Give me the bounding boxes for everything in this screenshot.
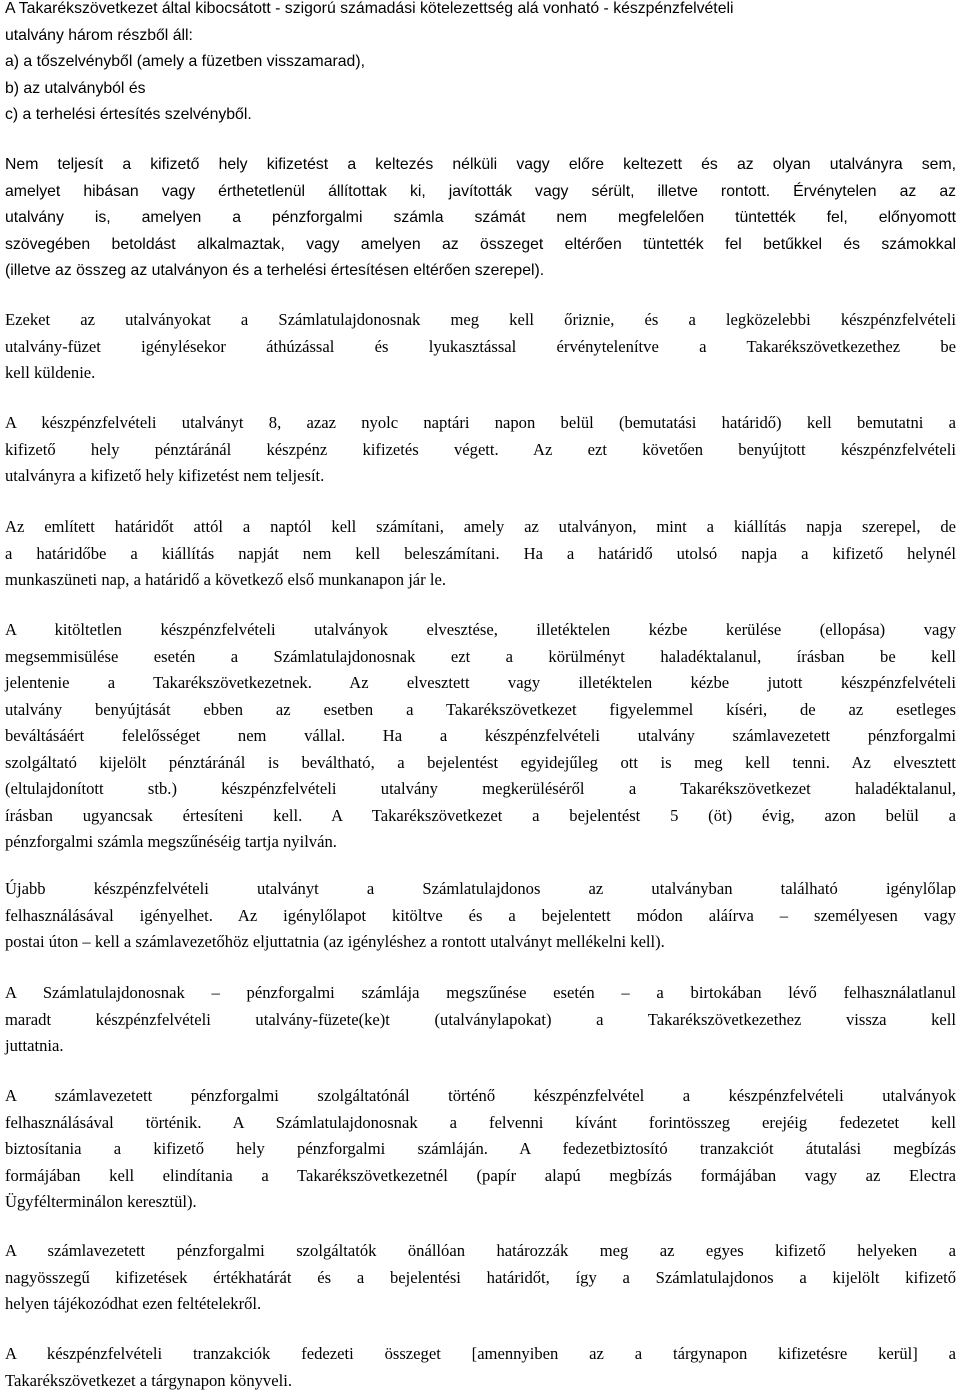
paragraph-large-withdrawal-limits <box>5 1238 956 1318</box>
intro-line: c) a terhelési értesítés szelvényből. <box>5 106 252 123</box>
paragraph-line: jelentenie a Takarékszövetkezetnek. Az elvesztett vagy illetéktelen kézbe jutott készpénzfelvételi <box>5 673 956 692</box>
paragraph-line: Ezeket az utalványokat a Számlatulajdonosnak meg kell őriznie, és a legközelebbi készpénzfelvételi <box>5 310 956 329</box>
paragraph-line: biztosítania a kifizető hely pénzforgalmi számláján. A fedezetbiztosító tranzakciót átutalási megbízás <box>5 1139 956 1158</box>
paragraph-line: kell küldenie. <box>5 363 96 382</box>
paragraph-line: Az említett határidőt attól a naptól kell számítani, amely az utalványon, mint a kiállítás napja szerepel, de <box>5 517 956 536</box>
paragraph-line: utalvány is, amelyen a pénzforgalmi számla számát nem megfelelően tüntették fel, előnyomott <box>5 209 956 226</box>
paragraph-line: juttatnia. <box>5 1036 64 1055</box>
paragraph-line: munkaszüneti nap, a határidő a következő első munkanapon jár le. <box>5 570 446 589</box>
paragraph-line: felhasználásával igényelhet. Az igénylőlapot kitöltve és a bejelentett módon aláírva – személyesen vagy <box>5 905 956 925</box>
paragraph-line: maradt készpénzfelvételi utalvány-füzete(ke)t (utalványlapokat) a Takarékszövetkezethez vissza kell <box>5 1009 956 1029</box>
paragraph-line: A készpénzfelvételi tranzakciók fedezeti összeget [amennyiben az a tárgynapon kifizetésre kerül] a <box>5 1344 956 1363</box>
paragraph-line: szolgáltató kijelölt pénztáránál is beváltható, a bejelentést egyidejűleg ott is meg kell tenni. Az elvesztett <box>5 752 956 772</box>
paragraph-line: Újabb készpénzfelvételi utalványt a Számlatulajdonos az utalványban található igénylőlap <box>5 879 956 898</box>
intro-line: A Takarékszövetkezet által kibocsátott - szigorú számadási kötelezettség alá vonható - készpénzfelvételi <box>5 0 734 17</box>
intro-line: utalvány három részből áll: <box>5 26 193 44</box>
intro-line: a) a tőszelvényből (amely a füzetben visszamarad), <box>5 53 365 70</box>
paragraph-keep-vouchers <box>5 307 956 387</box>
paragraph-deadline-calculation <box>5 514 956 594</box>
paragraph-line: utalvány benyújtását ebben az esetben a Takarékszövetkezet figyelemmel kíséri, de az esetleges <box>5 699 956 719</box>
paragraph-line: helyen tájékozódhat ezen feltételekről. <box>5 1294 262 1313</box>
paragraph-line: (illetve az összeg az utalványon és a terhelési értesítésen eltérően szerepel). <box>5 262 545 279</box>
paragraph-line: A számlavezetett pénzforgalmi szolgáltatónál történő készpénzfelvétel a készpénzfelvételi utalványok <box>5 1086 956 1105</box>
paragraph-line: A számlavezetett pénzforgalmi szolgáltatók önállóan határozzák meg az egyes kifizető helyeken a <box>5 1241 956 1260</box>
paragraph-line: szövegében betoldást alkalmaztak, vagy amelyen az összeget eltérően tüntették fel betűkkel és számokkal <box>5 235 956 253</box>
paragraph-line: beváltásáért felelősséget nem vállal. Ha a készpénzfelvételi utalvány számlavezetett pénzforgalmi <box>5 726 956 745</box>
paragraph-line: írásban ugyancsak értesíteni kell. A Takarékszövetkezet a bejelentést 5 (öt) évig, azon belül a <box>5 805 956 825</box>
paragraph-line: a határidőbe a kiállítás napját nem kell beleszámítani. Ha a határidő utolsó napja a kifizető helynél <box>5 543 956 563</box>
paragraph-line: A kitöltetlen készpénzfelvételi utalványok elvesztése, illetéktelen kézbe kerülése (ellopása) vagy <box>5 620 956 639</box>
intro-paragraph <box>5 0 956 129</box>
paragraph-lost-vouchers <box>5 617 956 856</box>
paragraph-line: nagyösszegű kifizetések értékhatárát és a bejelentési határidőt, így a Számlatulajdonos a kijelölt kifizető <box>5 1267 956 1287</box>
paragraph-invalid-vouchers <box>5 152 956 285</box>
paragraph-line: postai úton – kell a számlavezetőhöz eljuttatnia (az igényléshez a rontott utalványt mellékelni kell). <box>5 932 665 951</box>
paragraph-line: Takarékszövetkezet a tárgynapon könyveli. <box>5 1370 292 1390</box>
paragraph-new-voucher-request <box>5 876 956 956</box>
paragraph-presentation-deadline <box>5 410 956 490</box>
paragraph-line: pénzforgalmi számla megszűnéséig tartja nyilván. <box>5 832 337 851</box>
paragraph-line: (eltulajdonított stb.) készpénzfelvételi utalvány megkerüléséről a Takarékszövetkezet haladéktalanul, <box>5 779 956 798</box>
paragraph-line: utalványra a kifizető hely kifizetést nem teljesít. <box>5 466 325 485</box>
intro-line: b) az utalványból és <box>5 79 146 97</box>
paragraph-line: felhasználásával történik. A Számlatulajdonosnak a felvenni kívánt forintösszeg erejéig fedezetet kell <box>5 1112 956 1132</box>
paragraph-cash-withdrawal <box>5 1083 956 1216</box>
paragraph-line: utalvány-füzet igénylésekor áthúzással és lyukasztással érvénytelenítve a Takarékszövetkezethez be <box>5 336 956 356</box>
paragraph-line: formájában kell elindítania a Takarékszövetkezetnél (papír alapú megbízás formájában vagy az Electra <box>5 1165 956 1185</box>
paragraph-line: amelyet hibásan vagy érthetetlenül állítottak ki, javították vagy sérült, illetve rontott. Érvénytelen az az <box>5 182 956 200</box>
paragraph-line: Ügyfélterminálon keresztül). <box>5 1192 197 1211</box>
paragraph-booking <box>5 1341 956 1394</box>
paragraph-return-unused <box>5 980 956 1060</box>
paragraph-line: kifizető hely pénztáránál készpénz kifizetés végett. Az ezt követően benyújtott készpénzfelvételi <box>5 439 956 459</box>
paragraph-line: megsemmisülése esetén a Számlatulajdonosnak ezt a körülményt haladéktalanul, írásban be kell <box>5 646 956 666</box>
paragraph-line: A Számlatulajdonosnak – pénzforgalmi számlája megszűnése esetén – a birtokában lévő felhasználatlanul <box>5 983 956 1002</box>
paragraph-line: A készpénzfelvételi utalványt 8, azaz nyolc naptári napon belül (bemutatási határidő) kell bemutatni a <box>5 413 956 432</box>
paragraph-line: Nem teljesít a kifizető hely kifizetést a keltezés nélküli vagy előre keltezett és az olyan utalványra sem, <box>5 156 956 173</box>
